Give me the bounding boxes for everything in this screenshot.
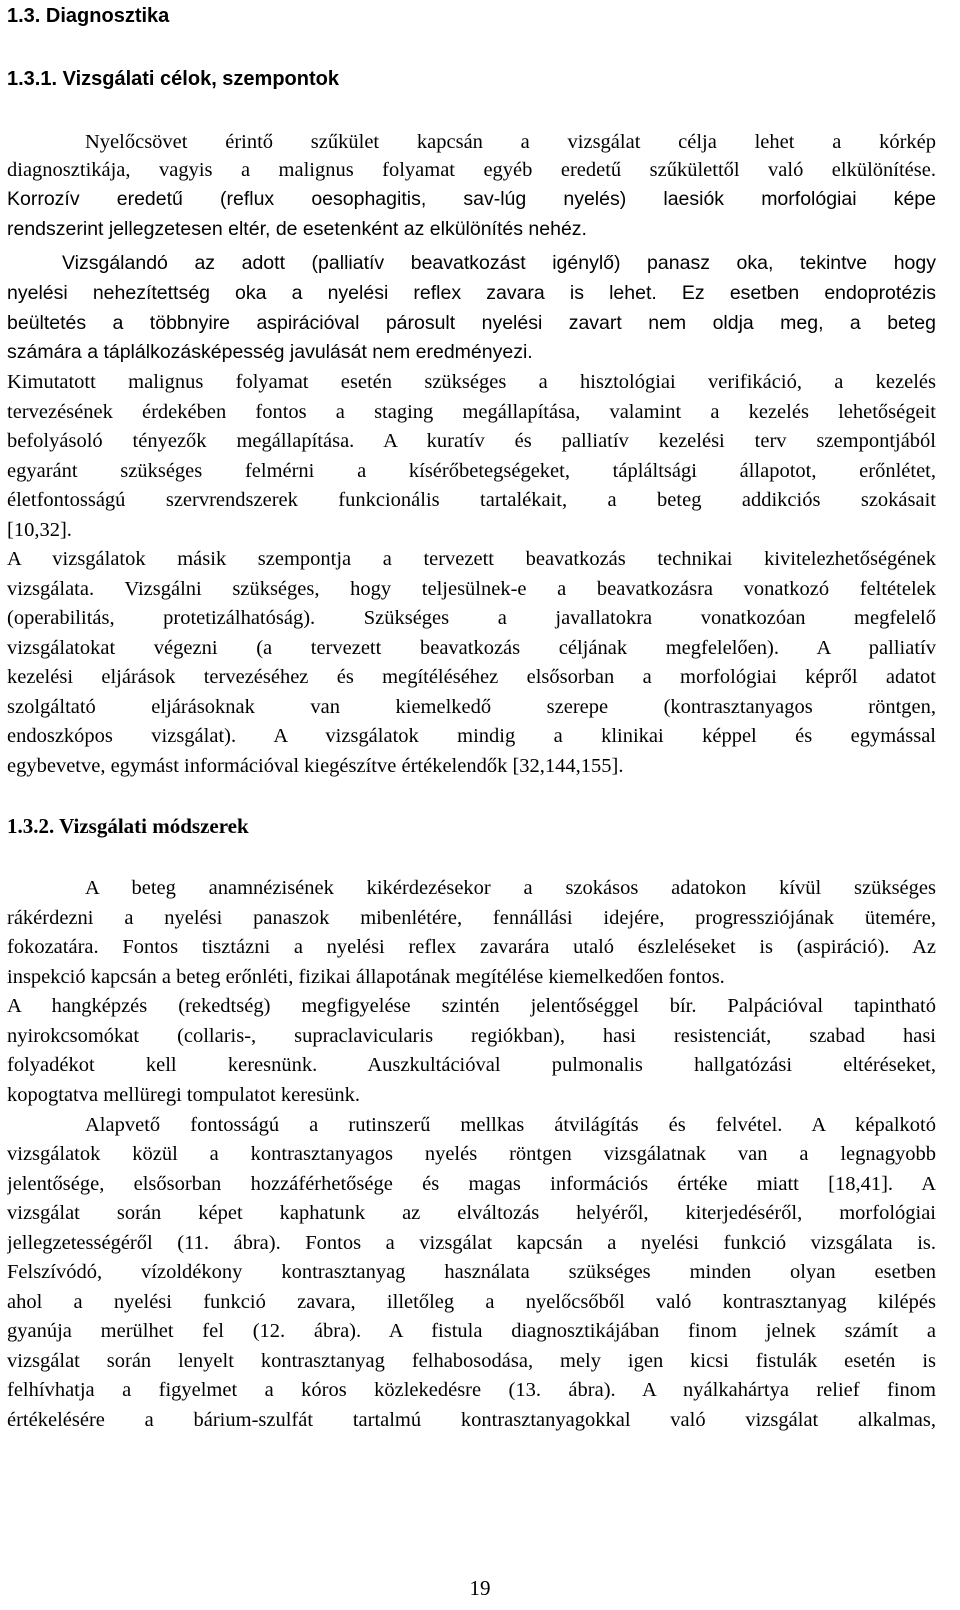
text-line: vizsgálata. Vizsgálni szükséges, hogy teljesülnek-e a beavatkozásra vonatkozó feltételek [7,578,936,600]
text-line: folyadékot kell keresnünk. Auszkultációval pulmonalis hallgatózási eltéréseket, [7,1054,936,1076]
text-line: Korrozív eredetű (reflux oesophagitis, sav-lúg nyelés) laesiók morfológiai képe [7,188,936,210]
text-line: vizsgálat során képet kaphatunk az elváltozás helyéről, kiterjedéséről, morfológiai [7,1202,936,1224]
text-line: nyirokcsomókat (collaris-, supraclavicularis regiókban), hasi resistenciát, szabad hasi [7,1025,936,1047]
text-line: Alapvető fontosságú a rutinszerű mellkas átvilágítás és felvétel. A képalkotó [85,1114,936,1136]
text-line: rendszerint jellegzetesen eltér, de esetenként az elkülönítés nehéz. [7,218,587,240]
text-line: rákérdezni a nyelési panaszok mibenlétére, fennállási idejére, progressziójának ütemére, [7,907,936,929]
text-line: felhívhatja a figyelmet a kóros közlekedésre (13. ábra). A nyálkahártya relief finom [7,1379,936,1401]
text-line: vizsgálatok közül a kontrasztanyagos nyelés röntgen vizsgálatnak van a legnagyobb [7,1143,936,1165]
text-line: értékelésére a bárium-szulfát tartalmú kontrasztanyagokkal való vizsgálat alkalmas, [7,1409,936,1431]
subsection-heading-1: 1.3.1. Vizsgálati célok, szempontok [7,68,339,90]
text-line: A beteg anamnézisének kikérdezésekor a szokásos adatokon kívül szükséges [85,877,936,899]
text-line: befolyásoló tényezők megállapítása. A kuratív és palliatív kezelési terv szempontjából [7,430,936,452]
page-number: 19 [469,1576,491,1600]
text-line: diagnosztikája, vagyis a malignus folyamat egyéb eredetű szűkülettől való elkülönítése. [7,159,936,181]
text-line: ahol a nyelési funkció zavara, illetőleg a nyelőcsőből való kontrasztanyag kilépés [7,1291,936,1313]
text-line: egyaránt szükséges felmérni a kísérőbetegségeket, tápláltsági állapotot, erőnlétet, [7,460,936,482]
text-line: Nyelőcsövet érintő szűkület kapcsán a vizsgálat célja lehet a kórkép [85,131,936,153]
text-line: A hangképzés (rekedtség) megfigyelése szintén jelentőséggel bír. Palpációval tapintható [7,995,936,1017]
text-line: vizsgálat során lenyelt kontrasztanyag felhabosodása, mely igen kicsi fistulák esetén is [7,1350,936,1372]
text-line: kopogtatva mellüregi tompulatot keresünk. [7,1084,360,1106]
section-heading: 1.3. Diagnosztika [7,5,170,27]
subsection-heading-2: 1.3.2. Vizsgálati módszerek [7,814,249,838]
text-line: Vizsgálandó az adott (palliatív beavatkozást igénylő) panasz oka, tekintve hogy [62,252,936,274]
text-line: jellegzetességéről (11. ábra). Fontos a vizsgálat kapcsán a nyelési funkció vizsgálata is. [7,1232,936,1254]
text-line: Kimutatott malignus folyamat esetén szükséges a hisztológiai verifikáció, a kezelés [7,371,936,393]
text-line: életfontosságú szervrendszerek funkcionális tartalékait, a beteg addikciós szokásait [7,489,936,511]
text-line: vizsgálatokat végezni (a tervezett beavatkozás céljának megfelelően). A palliatív [7,637,936,659]
text-line: jelentősége, elsősorban hozzáférhetősége és magas információs értéke miatt [18,41]. A [7,1173,936,1195]
text-line: szolgáltató eljárásoknak van kiemelkedő szerepe (kontrasztanyagos röntgen, [7,696,936,718]
text-line: [10,32]. [7,519,72,541]
text-line: fokozatára. Fontos tisztázni a nyelési reflex zavarára utaló észleléseket is (aspiráció). Az [7,936,936,958]
text-line: nyelési nehezítettség oka a nyelési reflex zavara is lehet. Ez esetben endoprotézis [7,282,936,304]
text-line: endoszkópos vizsgálat). A vizsgálatok mindig a klinikai képpel és egymással [7,725,936,747]
text-line: kezelési eljárások tervezéséhez és megítéléséhez elsősorban a morfológiai képről adatot [7,666,936,688]
text-line: számára a táplálkozásképesség javulását nem eredményezi. [7,341,533,363]
text-line: gyanúja merülhet fel (12. ábra). A fistula diagnosztikájában finom jelnek számít a [7,1320,936,1342]
text-line: egybevetve, egymást információval kiegészítve értékelendők [32,144,155]. [7,755,624,777]
text-line: tervezésének érdekében fontos a staging megállapítása, valamint a kezelés lehetőségeit [7,401,936,423]
text-line: inspekció kapcsán a beteg erőnléti, fizikai állapotának megítélése kiemelkedően fontos. [7,966,725,988]
text-line: beültetés a többnyire aspirációval párosult nyelési zavart nem oldja meg, a beteg [7,312,936,334]
text-line: A vizsgálatok másik szempontja a tervezett beavatkozás technikai kivitelezhetőségének [7,548,936,570]
text-line: (operabilitás, protetizálhatóság). Szükséges a javallatokra vonatkozóan megfelelő [7,607,936,629]
text-line: Felszívódó, vízoldékony kontrasztanyag használata szükséges minden olyan esetben [7,1261,936,1283]
